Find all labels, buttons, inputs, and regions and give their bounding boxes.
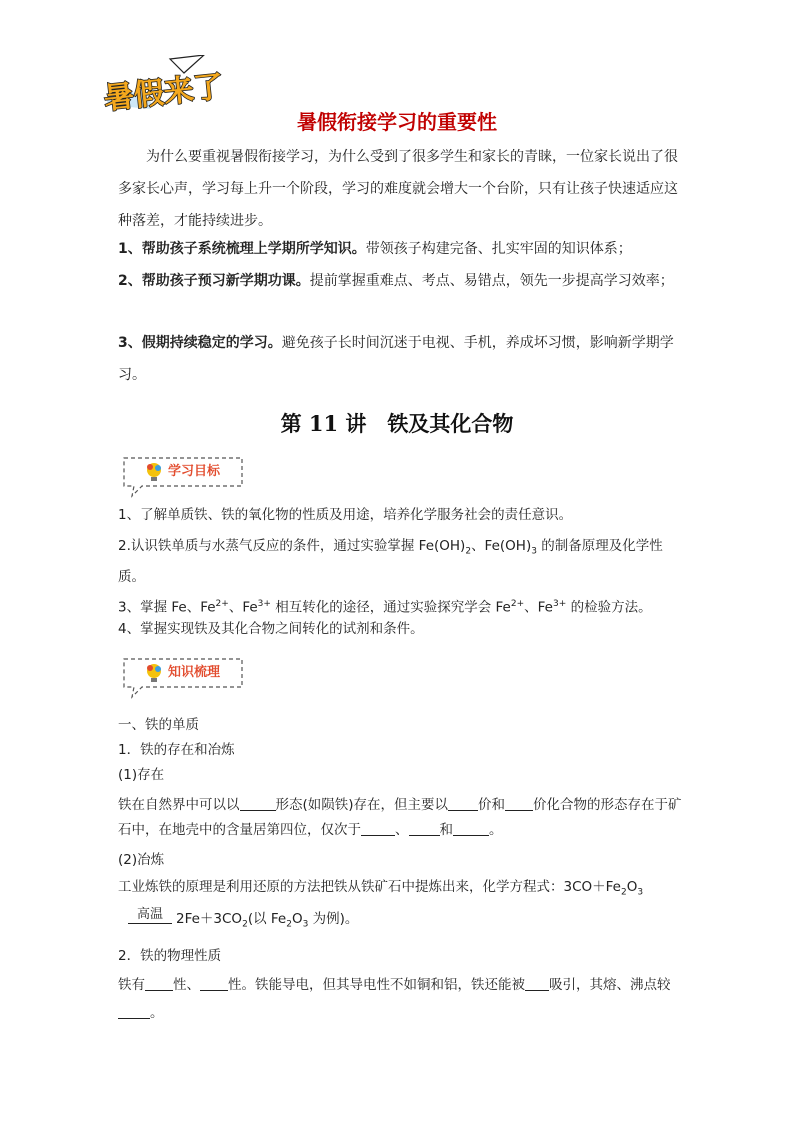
exist-d: 价化合物的形态存在于矿石中，在地壳中的含量居第四位，仅次于 <box>118 797 682 838</box>
goal-3-sup: 2+ <box>215 599 229 609</box>
goal-2 <box>118 534 683 590</box>
intro-point-3-bold: 3、假期持续稳定的学习。 <box>118 335 282 351</box>
intro-point-2-bold: 2、帮助孩子预习新学期功课。 <box>118 273 310 289</box>
smelt-sub: 3 <box>302 919 309 930</box>
phys-a: 铁有 <box>118 977 145 993</box>
answer-blank[interactable] <box>200 976 228 991</box>
item-1-heading: (1)存在 <box>118 767 165 783</box>
answer-blank[interactable] <box>505 796 533 811</box>
existence-paragraph <box>118 793 683 843</box>
goal-3-c: 相互转化的途径，通过实验探究学会 Fe <box>270 599 511 616</box>
smelting-paragraph <box>118 875 683 906</box>
phys-c: 性。铁能导电，但其导电性不如铜和铝，铁还能被 <box>228 977 525 993</box>
intro-point-1-text: 带领孩子构建完备、扎实牢固的知识体系； <box>365 241 632 257</box>
learning-goals-label: 学习目标 <box>168 464 221 479</box>
intro-point-2 <box>118 265 678 297</box>
physical-paragraph <box>118 971 683 1027</box>
goal-1: 1、了解单质铁、铁的氧化物的性质及用途，培养化学服务社会的责任意识。 <box>118 507 573 523</box>
intro-point-1 <box>118 233 678 265</box>
goal-3-sup: 2+ <box>510 599 525 609</box>
lecture-title: 第 11 讲 铁及其化合物 <box>280 411 514 436</box>
phys-b: 性、 <box>173 977 200 993</box>
reaction-arrow <box>128 923 172 924</box>
answer-blank[interactable] <box>240 796 276 811</box>
goal-2-b: 、Fe(OH) <box>471 538 532 554</box>
condition-label: 高温 <box>136 907 163 922</box>
answer-blank[interactable] <box>145 976 173 991</box>
learning-goals-badge <box>118 452 248 498</box>
goal-4: 4、掌握实现铁及其化合物之间转化的试剂和条件。 <box>118 621 424 637</box>
item-2-heading: (2)冶炼 <box>118 852 165 868</box>
answer-blank[interactable] <box>361 821 395 836</box>
goal-2-sub: 2 <box>465 546 472 557</box>
smelt-a: 工业炼铁的原理是利用还原的方法把铁从铁矿石中提炼出来，化学方程式：3CO＋Fe <box>118 879 621 895</box>
goal-3-e: 的检验方法。 <box>566 599 652 616</box>
answer-blank[interactable] <box>525 976 549 991</box>
intro-point-1-bold: 1、帮助孩子系统梳理上学期所学知识。 <box>118 241 366 257</box>
section-1-heading: 一、铁的单质 <box>118 717 199 733</box>
smelt-d: (以 Fe <box>247 911 287 927</box>
exist-e: 、 <box>395 822 409 838</box>
paper-plane-icon <box>170 55 204 73</box>
smelt-sub: 3 <box>637 887 644 898</box>
smelting-products <box>176 907 676 938</box>
smelt-sub: 2 <box>286 919 292 930</box>
answer-blank[interactable] <box>448 796 478 811</box>
smelt-f: 为例)。 <box>308 911 359 927</box>
page-title: 暑假衔接学习的重要性 <box>297 110 497 134</box>
goal-2-c: 的制备原理及化学性质。 <box>118 538 663 585</box>
smelt-b: O <box>626 879 638 895</box>
phys-e: 。 <box>150 1005 164 1021</box>
goal-2-a: 2.认识铁单质与水蒸气反应的条件，通过实验掌握 Fe(OH) <box>118 538 466 554</box>
answer-blank[interactable] <box>453 821 489 836</box>
intro-point-3-text: 避免孩子长时间沉迷于电视、手机，养成坏习惯，影响新学期学习。 <box>118 335 674 383</box>
exist-g: 。 <box>489 822 503 838</box>
smelt-e: O <box>291 911 303 927</box>
goal-2-sub: 3 <box>531 546 537 557</box>
intro-paragraph: 为什么要重视暑假衔接学习，为什么受到了很多学生和家长的青睐，一位家长说出了很多家长心声，学习每上升一个阶段，学习的难度就会增大一个台阶，只有让孩子快速适应这种落差，才能持续进步。 <box>118 149 678 229</box>
logo-text: 暑假来了 <box>102 69 226 117</box>
smelt-sub: 2 <box>242 919 248 930</box>
intro-point-3 <box>118 327 678 391</box>
exist-b: 形态(如陨铁)存在，但主要以 <box>275 797 449 813</box>
exist-c: 价和 <box>478 797 506 813</box>
answer-blank[interactable] <box>118 1004 150 1019</box>
goal-3-sup: 3+ <box>553 599 567 609</box>
goal-3-b: 、Fe <box>228 599 258 616</box>
reaction-condition <box>128 903 172 924</box>
knowledge-badge <box>118 653 248 699</box>
intro-point-2-text: 提前掌握重难点、考点、易错点，领先一步提高学习效率； <box>309 273 674 289</box>
goal-3-a: 3、掌握 Fe、Fe <box>118 599 216 616</box>
smelt-c: 2Fe＋3CO <box>176 911 243 927</box>
exist-f: 和 <box>439 822 453 838</box>
smelt-sub: 2 <box>620 887 627 898</box>
phys-d: 吸引，其熔、沸点较 <box>549 977 671 993</box>
goal-3-sup: 3+ <box>257 599 271 609</box>
exist-a: 铁在自然界中可以以 <box>118 797 240 813</box>
knowledge-label: 知识梳理 <box>168 665 221 680</box>
sub-1-heading: 1．铁的存在和冶炼 <box>118 742 235 758</box>
answer-blank[interactable] <box>409 821 440 836</box>
goal-3-d: 、Fe <box>524 599 553 616</box>
sub-2-heading: 2．铁的物理性质 <box>118 948 222 964</box>
